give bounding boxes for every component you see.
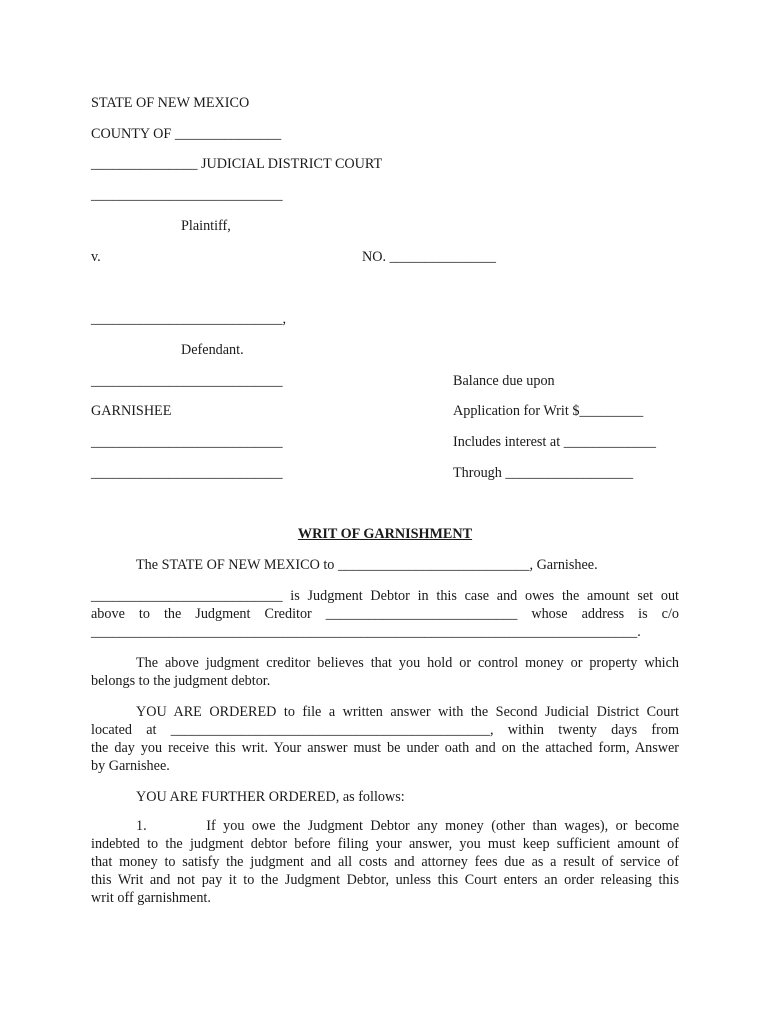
plaintiff-label: Plaintiff,	[181, 218, 231, 234]
versus-label: v.	[91, 249, 101, 265]
writ-title: WRIT OF GARNISHMENT	[297, 526, 473, 542]
item-1-line-1: 1. If you owe the Judgment Debtor any money (other than wages), or become	[136, 818, 679, 834]
garnishee-label: GARNISHEE	[91, 403, 172, 419]
court-line: _______________ JUDICIAL DISTRICT COURT	[91, 156, 383, 172]
ordered-line-3: the day you receive this writ. Your answer must be under oath and on the attached form, Answer	[91, 740, 679, 756]
item-1-line-4: this Writ and not pay it to the Judgment Debtor, unless this Court enters an order releasing this	[91, 872, 679, 888]
item-1-line-2: indebted to the judgment debtor before filing your answer, you must keep sufficient amount of	[91, 836, 679, 852]
garnishee-name-blank: ___________________________	[91, 373, 283, 389]
creditor-belief-line-1: The above judgment creditor believes that you hold or control money or property which	[136, 655, 679, 671]
ordered-line-1: YOU ARE ORDERED to file a written answer with the Second Judicial District Court	[136, 704, 679, 720]
defendant-name-blank: ___________________________,	[91, 311, 287, 327]
ordered-line-4: by Garnishee.	[91, 758, 170, 774]
item-1-line-5: writ off garnishment.	[91, 890, 211, 906]
ordered-line-2: located at _____________________________________________, within twenty days from	[91, 722, 679, 738]
judgment-debtor-line-1: ___________________________ is Judgment Debtor in this case and owes the amount set out	[91, 588, 679, 604]
plaintiff-name-blank: ___________________________	[91, 187, 283, 203]
interest-line: Includes interest at _____________	[453, 434, 656, 450]
application-amount-line: Application for Writ $_________	[453, 403, 644, 419]
case-number-line: NO. _______________	[362, 249, 496, 265]
creditor-belief-line-2: belongs to the judgment debtor.	[91, 673, 271, 689]
state-heading: STATE OF NEW MEXICO	[91, 95, 250, 111]
item-1-paragraph	[91, 817, 679, 907]
defendant-label: Defendant.	[181, 342, 244, 358]
item-1-line-3: that money to satisfy the judgment and all costs and attorney fees due as a result of service of	[91, 854, 679, 870]
judgment-debtor-line-2: above to the Judgment Creditor ___________________________ whose address is c/o	[91, 606, 679, 622]
through-line: Through __________________	[453, 465, 634, 481]
garnishee-address-line-1: ___________________________	[91, 434, 283, 450]
balance-due-label: Balance due upon	[453, 373, 555, 389]
garnishee-address-line: The STATE OF NEW MEXICO to ___________________________, Garnishee.	[136, 557, 598, 573]
garnishee-address-line-2: ___________________________	[91, 465, 283, 481]
ordered-paragraph	[91, 703, 679, 775]
further-ordered-heading: YOU ARE FURTHER ORDERED, as follows:	[136, 789, 405, 805]
judgment-debtor-paragraph	[91, 587, 679, 641]
creditor-belief-paragraph	[91, 654, 679, 690]
county-line: COUNTY OF _______________	[91, 126, 282, 142]
judgment-debtor-line-3: _____________________________________________________________________________.	[91, 624, 641, 640]
